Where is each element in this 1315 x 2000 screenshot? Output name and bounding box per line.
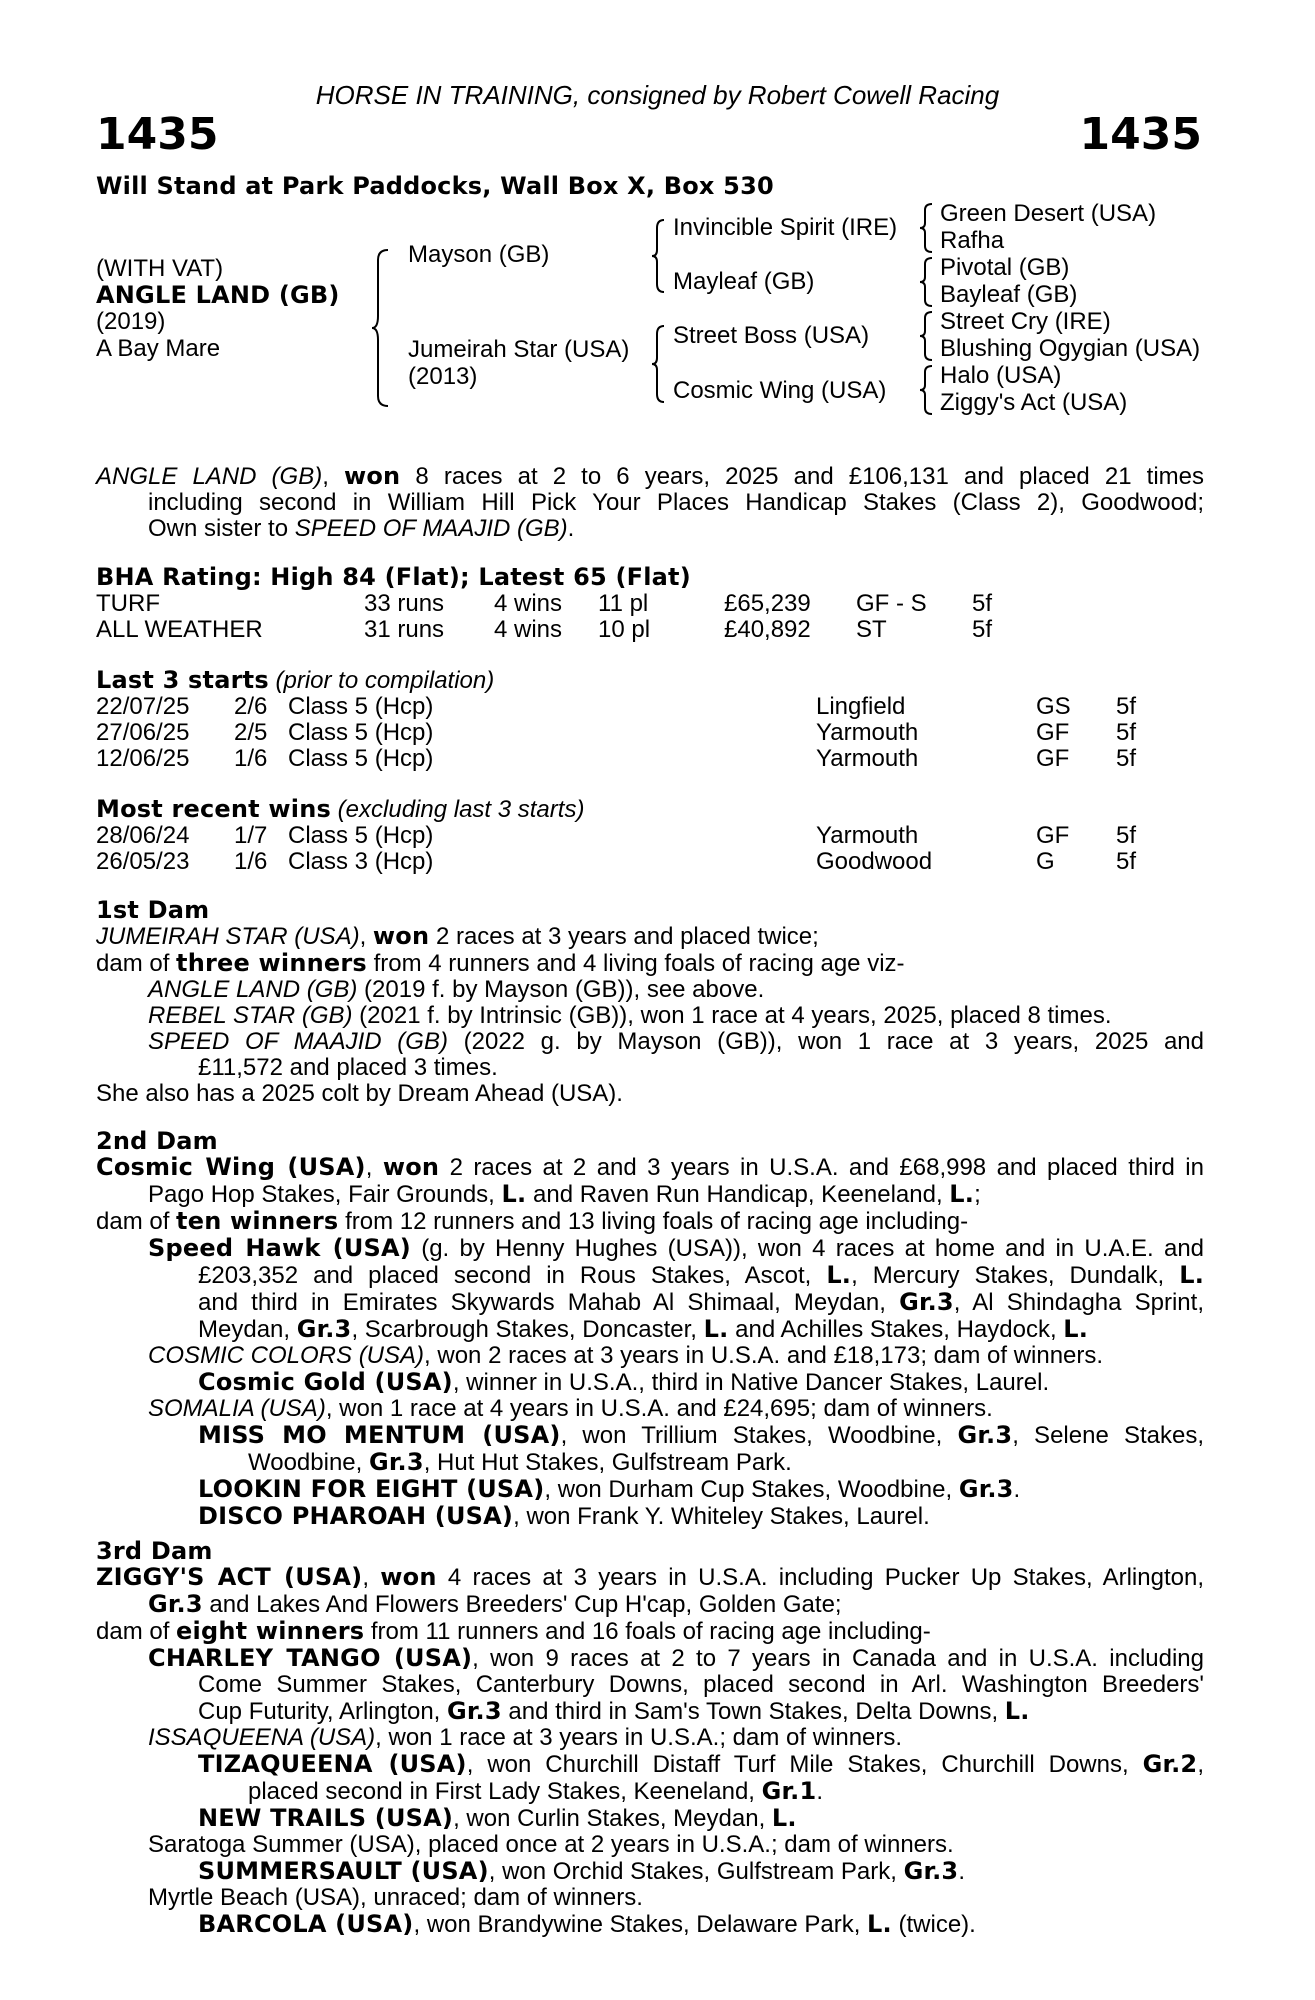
progeny-line: LOOKIN FOR EIGHT (USA), won Durham Cup Stakes, Woodbine, Gr.3. — [198, 1475, 1021, 1503]
race-summary — [96, 463, 1204, 542]
pedigree-brace-main — [370, 248, 392, 408]
last-start-row: 12/06/25 1/6 Class 5 (Hcp) Yarmouth GF 5f — [96, 745, 1137, 772]
progeny-line: SUMMERSAULT (USA), won Orchid Stakes, Gulfstream Park, Gr.3. — [198, 1857, 965, 1885]
progeny-line: Meydan, Gr.3, Scarbrough Stakes, Doncaster, L. and Achilles Stakes, Haydock, L. — [198, 1315, 1089, 1343]
horse-year: (2019) — [96, 308, 166, 335]
section-heading: 1st Dam — [96, 896, 210, 924]
progeny-line: SOMALIA (USA), won 1 race at 4 years in U.S.A. and £24,695; dam of winners. — [148, 1395, 993, 1422]
sd-dam: Bayleaf (GB) — [940, 281, 1078, 308]
stand-location: Will Stand at Park Paddocks, Wall Box X, Box 530 — [96, 172, 774, 200]
dam-dam: Cosmic Wing (USA) — [673, 377, 887, 404]
section-heading: 3rd Dam — [96, 1537, 213, 1565]
progeny-line: COSMIC COLORS (USA), won 2 races at 3 years in U.S.A. and £18,173; dam of winners. — [148, 1342, 1104, 1369]
third-dam-section — [96, 1538, 1204, 1938]
last-start-row: 27/06/25 2/5 Class 5 (Hcp) Yarmouth GF 5f — [96, 719, 1137, 746]
progeny-line: TIZAQUEENA (USA), won Churchill Distaff Turf Mile Stakes, Churchill Downs, Gr.2, — [198, 1750, 1204, 1778]
progeny-line: BARCOLA (USA), won Brandywine Stakes, Delaware Park, L. (twice). — [198, 1910, 976, 1938]
summary-line: including second in William Hill Pick Your Places Handicap Stakes (Class 2), Goodwood; — [148, 489, 1204, 516]
progeny-line: placed second in First Lady Stakes, Keeneland, Gr.1. — [248, 1777, 824, 1805]
pedigree-brace-sd — [918, 256, 936, 308]
sire-dam: Mayleaf (GB) — [673, 268, 815, 295]
progeny-line: £203,352 and placed second in Rous Stakes, Ascot, L., Mercury Stakes, Dundalk, L. — [198, 1261, 1205, 1289]
dam-line: Cosmic Wing (USA), won 2 races at 2 and 3 years in U.S.A. and £68,998 and placed third in — [96, 1153, 1204, 1181]
progeny-line: DISCO PHAROAH (USA), won Frank Y. Whiteley Stakes, Laurel. — [198, 1502, 930, 1530]
progeny-line: Saratoga Summer (USA), placed once at 2 years in U.S.A.; dam of winners. — [148, 1831, 954, 1858]
progeny-line: CHARLEY TANGO (USA), won 9 races at 2 to 7 years in Canada and in U.S.A. including — [148, 1644, 1205, 1672]
progeny-line: Woodbine, Gr.3, Hut Hut Stakes, Gulfstream Park. — [248, 1448, 792, 1476]
dd-dam: Ziggy's Act (USA) — [940, 389, 1128, 416]
progeny-line: Come Summer Stakes, Canterbury Downs, placed second in Arl. Washington Breeders' — [198, 1671, 1204, 1698]
recent-win-row: 28/06/24 1/7 Class 5 (Hcp) Yarmouth GF 5f — [96, 822, 1137, 849]
ss-sire: Green Desert (USA) — [940, 200, 1157, 227]
dam-line: dam of eight winners from 11 runners and 16 foals of racing age including- — [96, 1617, 931, 1645]
progeny-line: Cup Futurity, Arlington, Gr.3 and third in Sam's Town Stakes, Delta Downs, L. — [198, 1697, 1030, 1725]
ss-dam: Rafha — [940, 227, 1005, 254]
second-dam-section — [96, 1128, 1204, 1530]
horse-description: A Bay Mare — [96, 335, 221, 362]
progeny-line: Cosmic Gold (USA), winner in U.S.A., third in Native Dancer Stakes, Laurel. — [198, 1368, 1050, 1396]
progeny-line: Myrtle Beach (USA), unraced; dam of winners. — [148, 1884, 643, 1911]
ds-dam: Blushing Ogygian (USA) — [940, 335, 1201, 362]
section-heading: 2nd Dam — [96, 1127, 218, 1155]
first-dam-section — [96, 897, 1204, 1107]
dam-line: Pago Hop Stakes, Fair Grounds, L. and Raven Run Handicap, Keeneland, L.; — [148, 1180, 981, 1208]
progeny-line: and third in Emirates Skywards Mahab Al Shimaal, Meydan, Gr.3, Al Shindagha Sprint, — [198, 1288, 1204, 1316]
summary-line: Own sister to SPEED OF MAAJID (GB). — [148, 515, 575, 542]
progeny-line: ISSAQUEENA (USA), won 1 race at 3 years in U.S.A.; dam of winners. — [148, 1724, 903, 1751]
rating-heading: BHA Rating: High 84 (Flat); Latest 65 (Flat) — [96, 563, 691, 591]
dam-name: Jumeirah Star (USA) — [408, 336, 630, 363]
progeny-line: REBEL STAR (GB) (2021 f. by Intrinsic (GB)), won 1 race at 4 years, 2025, placed 8 times. — [148, 1002, 1112, 1029]
rating-row: TURF 33 runs 4 wins 11 pl £65,239 GF - S 5f — [96, 590, 993, 617]
dam-year: (2013) — [408, 363, 478, 390]
progeny-line: £11,572 and placed 3 times. — [198, 1054, 498, 1081]
dam-line: JUMEIRAH STAR (USA), won 2 races at 3 years and placed twice; — [96, 922, 819, 950]
pedigree-brace-ds — [918, 310, 936, 362]
dam-line: dam of ten winners from 12 runners and 13 living foals of racing age including- — [96, 1207, 969, 1235]
dd-sire: Halo (USA) — [940, 362, 1062, 389]
lot-number-right: 1435 — [1079, 109, 1202, 160]
pedigree-brace-dam — [650, 324, 668, 404]
progeny-line: MISS MO MENTUM (USA), won Trillium Stakes, Woodbine, Gr.3, Selene Stakes, — [198, 1421, 1205, 1449]
progeny-line: SPEED OF MAAJID (GB) (2022 g. by Mayson (GB)), won 1 race at 3 years, 2025 and — [148, 1028, 1205, 1055]
vat-note: (WITH VAT) — [96, 255, 224, 282]
lot-number-left: 1435 — [96, 109, 219, 160]
last-starts-heading: Last 3 starts (prior to compilation) — [96, 666, 495, 694]
sd-sire: Pivotal (GB) — [940, 254, 1070, 281]
sire-sire: Invincible Spirit (IRE) — [673, 214, 898, 241]
horse-name: ANGLE LAND (GB) — [96, 281, 340, 309]
ds-sire: Street Cry (IRE) — [940, 308, 1111, 335]
dam-sire: Street Boss (USA) — [673, 322, 870, 349]
rating-row: ALL WEATHER 31 runs 4 wins 10 pl £40,892 ST 5f — [96, 616, 993, 643]
pedigree-brace-sire — [650, 218, 668, 294]
dam-line: dam of three winners from 4 runners and 4 living foals of racing age viz- — [96, 949, 905, 977]
dam-line: She also has a 2025 colt by Dream Ahead (USA). — [96, 1080, 623, 1107]
recent-wins-heading: Most recent wins (excluding last 3 starts) — [96, 795, 585, 823]
catalogue-header: HORSE IN TRAINING, consigned by Robert Cowell Racing — [315, 80, 1000, 110]
progeny-line: ANGLE LAND (GB) (2019 f. by Mayson (GB)), see above. — [148, 976, 765, 1003]
last-start-row: 22/07/25 2/6 Class 5 (Hcp) Lingfield GS 5f — [96, 693, 1137, 720]
recent-win-row: 26/05/23 1/6 Class 3 (Hcp) Goodwood G 5f — [96, 848, 1137, 875]
pedigree-brace-ss — [918, 202, 936, 254]
dam-line: ZIGGY'S ACT (USA), won 4 races at 3 years in U.S.A. including Pucker Up Stakes, Arlington, — [96, 1563, 1204, 1591]
sire-name: Mayson (GB) — [408, 241, 550, 268]
progeny-line: Speed Hawk (USA) (g. by Henny Hughes (USA)), won 4 races at home and in U.A.E. and — [148, 1234, 1205, 1262]
pedigree-brace-dd — [918, 364, 936, 416]
progeny-line: NEW TRAILS (USA), won Curlin Stakes, Meydan, L. — [198, 1804, 797, 1832]
dam-line: Gr.3 and Lakes And Flowers Breeders' Cup H'cap, Golden Gate; — [148, 1590, 842, 1618]
summary-line: ANGLE LAND (GB), won 8 races at 2 to 6 years, 2025 and £106,131 and placed 21 times — [96, 462, 1204, 490]
